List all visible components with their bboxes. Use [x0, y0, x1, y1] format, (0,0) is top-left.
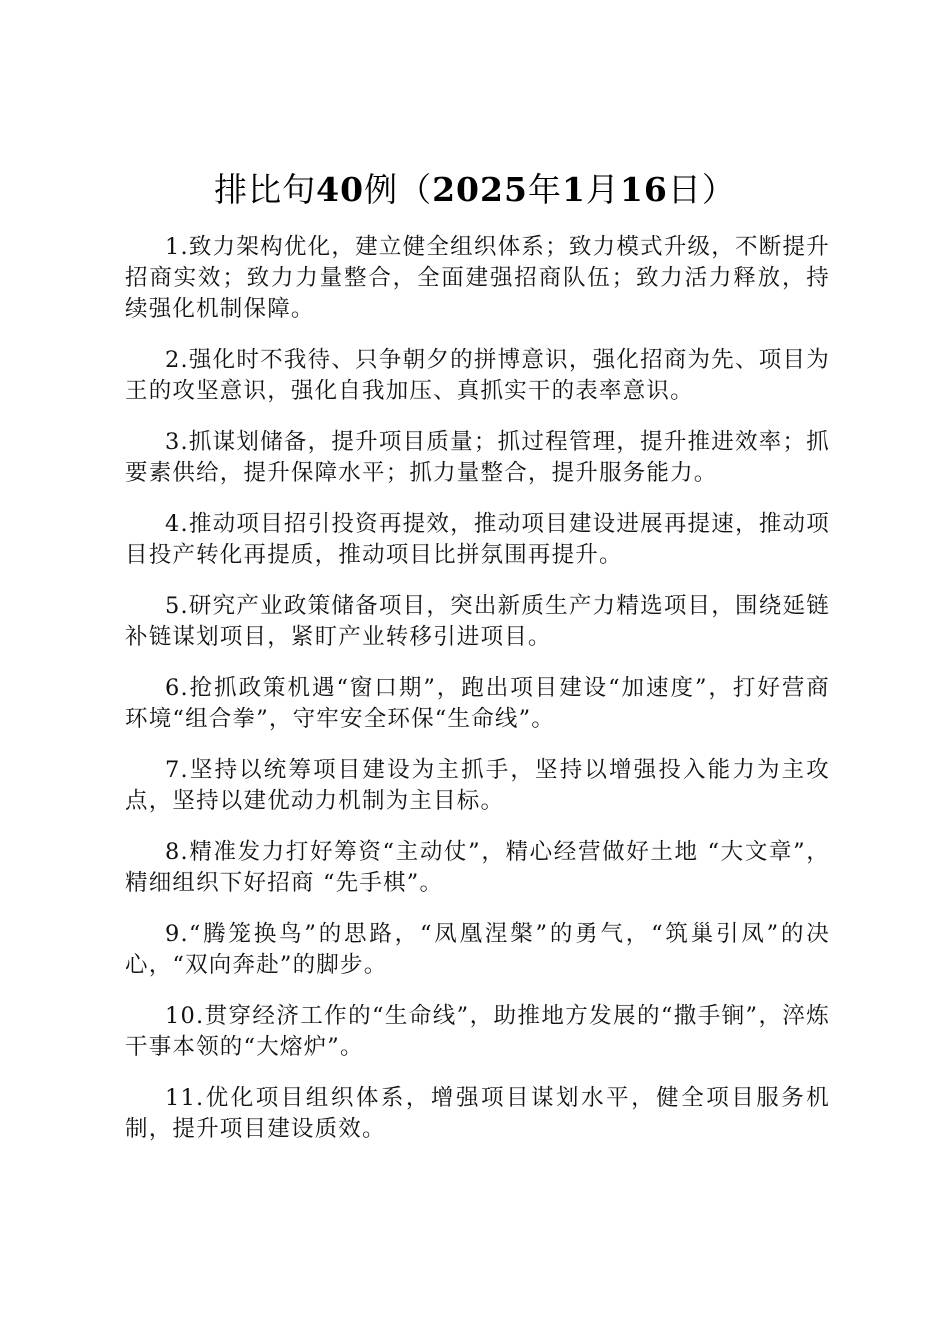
document-body [125, 232, 830, 1165]
title-part: 年 [527, 170, 562, 209]
title-part: 2025 [432, 170, 528, 209]
paragraph-item: 6.抢抓政策机遇“窗口期”，跑出项目建设“加速度”，打好营商环境“组合拳”，守牢安全环保“生命线”。 [125, 675, 830, 732]
paragraph-item: 11.优化项目组织体系，增强项目谋划水平，健全项目服务机制，提升项目建设质效。 [125, 1085, 830, 1142]
paragraph-item: 8.精准发力打好筹资“主动仗”，精心经营做好土地 “大文章”，精细组织下好招商 “先手棋”。 [125, 839, 830, 896]
paragraph-item: 2.强化时不我待、只争朝夕的拼博意识，强化招商为先、项目为王的攻坚意识，强化自我加压、真抓实干的表率意识。 [125, 347, 830, 404]
paragraph-item: 3.抓谋划储备，提升项目质量；抓过程管理，提升推进效率；抓要素供给，提升保障水平；抓力量整合，提升服务能力。 [125, 429, 830, 486]
paragraph-item: 4.推动项目招引投资再提效，推动项目建设进展再提速，推动项目投产转化再提质，推动项目比拼氛围再提升。 [125, 511, 830, 568]
paragraph-item: 7.坚持以统筹项目建设为主抓手，坚持以增强投入能力为主攻点，坚持以建优动力机制为主目标。 [125, 757, 830, 814]
paragraph-item: 5.研究产业政策储备项目，突出新质生产力精选项目，围绕延链补链谋划项目，紧盯产业转移引进项目。 [125, 593, 830, 650]
title-part: 例（ [364, 170, 433, 209]
paragraph-item: 9.“腾笼换鸟”的思路，“凤凰涅槃”的勇气，“筑巢引凤”的决心，“双向奔赴”的脚步。 [125, 921, 830, 978]
title-part: 16 [619, 170, 668, 209]
title-part: 1 [561, 170, 586, 209]
paragraph-item: 1.致力架构优化，建立健全组织体系；致力模式升级，不断提升招商实效；致力力量整合，全面建强招商队伍；致力活力释放，持续强化机制保障。 [125, 234, 830, 322]
title-part: 40 [316, 170, 365, 209]
title-part: 排比句 [214, 170, 317, 209]
document-title [0, 166, 950, 214]
title-part: 日） [667, 170, 736, 209]
paragraph-item: 10.贯穿经济工作的“生命线”，助推地方发展的“撒手锏”，淬炼干事本领的“大熔炉”。 [125, 1003, 830, 1060]
title-part: 月 [585, 170, 620, 209]
